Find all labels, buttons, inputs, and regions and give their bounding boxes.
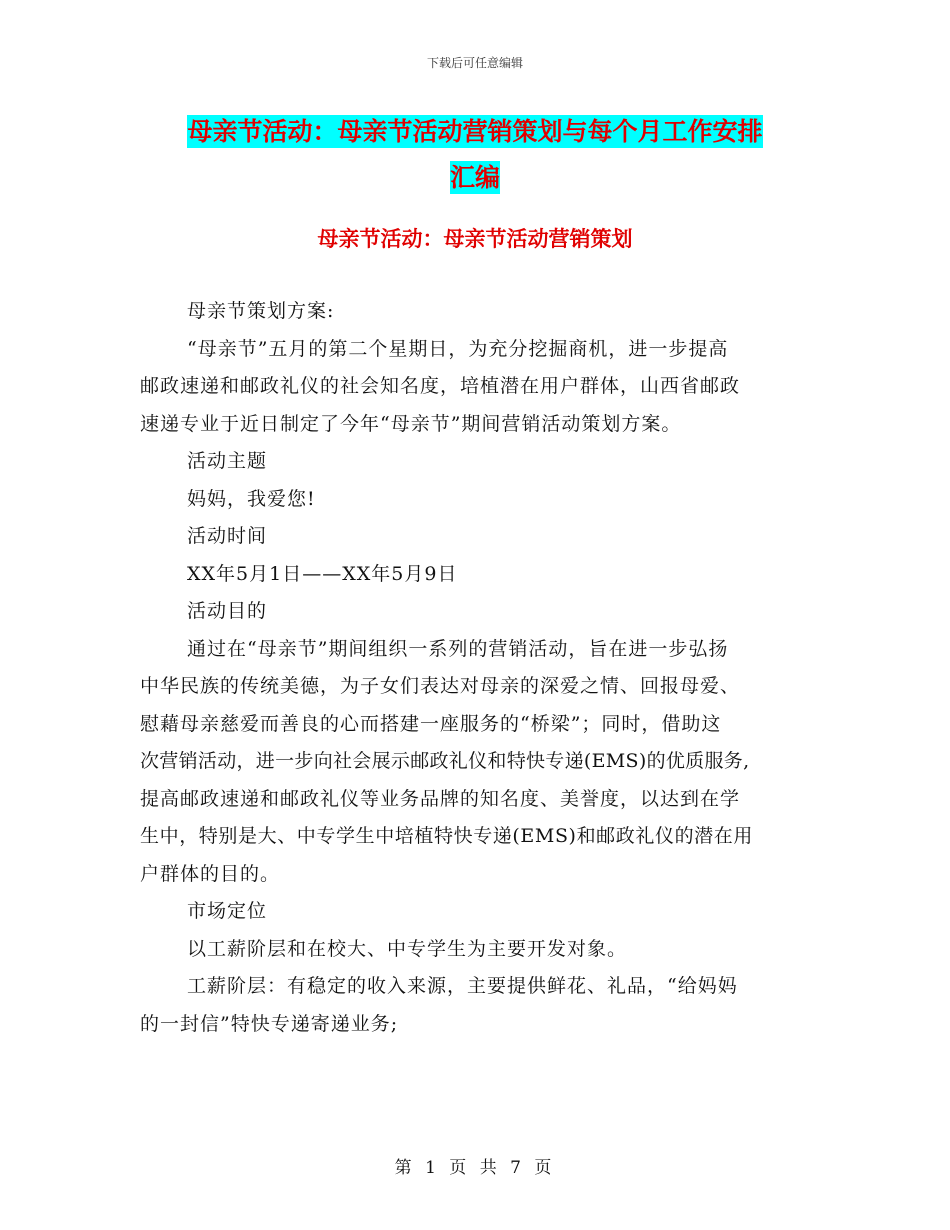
section-heading: 活动目的 (187, 600, 268, 622)
body-line: 母亲节策划方案: (187, 300, 335, 322)
document-title-line-2 (0, 158, 950, 194)
body-line-continuation: 提高邮政速递和邮政礼仪等业务品牌的知名度、美誉度，以达到在学 (140, 787, 741, 810)
body-line: XX年5月1日——XX年5月9日 (187, 562, 458, 585)
section-subtitle: 母亲节活动：母亲节活动营销策划 (317, 227, 633, 251)
section-heading: 活动时间 (187, 525, 268, 547)
body-line: 工薪阶层：有稳定的收入来源，主要提供鲜花、礼品，“给妈妈 (187, 975, 738, 997)
document-title-line-1 (0, 112, 950, 148)
document-title-text-2: 汇编 (449, 163, 500, 192)
body-line: 以工薪阶层和在校大、中专学生为主要开发对象。 (187, 937, 628, 960)
body-line-continuation: 的一封信”特快专递寄递业务; (140, 1012, 399, 1035)
header-note: 下载后可任意编辑 (426, 56, 523, 70)
body-line-continuation: 慰藉母亲慈爱而善良的心而搭建一座服务的“桥梁”；同时，借助这 (140, 712, 722, 735)
body-line: 通过在“母亲节”期间组织一系列的营销活动，旨在进一步弘扬 (187, 637, 729, 660)
body-line: “母亲节”五月的第二个星期日，为充分挖掘商机，进一步提高 (187, 337, 729, 360)
page-footer: 第 1 页 共 7 页 (394, 1158, 556, 1178)
body-line-continuation: 生中，特别是大、中专学生中培植特快专递(EMS)和邮政礼仪的潜在用 (140, 825, 753, 847)
body-line-continuation: 中华民族的传统美德，为子女们表达对母亲的深爱之情、回报母爱、 (140, 675, 741, 697)
section-heading: 活动主题 (187, 450, 268, 472)
body-line-continuation: 速递专业于近日制定了今年“母亲节”期间营销活动策划方案。 (140, 412, 682, 435)
section-heading: 市场定位 (187, 900, 268, 922)
body-line-continuation: 户群体的目的。 (140, 862, 281, 885)
body-line: 妈妈，我爱您! (187, 487, 316, 510)
document-body (140, 293, 812, 1043)
document-title-text-1: 母亲节活动：母亲节活动营销策划与每个月工作安排 (187, 117, 763, 146)
body-line-continuation: 邮政速递和邮政礼仪的社会知名度，培植潜在用户群体，山西省邮政 (140, 375, 741, 397)
body-line-continuation: 次营销活动，进一步向社会展示邮政礼仪和特快专递(EMS)的优质服务, (140, 750, 750, 772)
